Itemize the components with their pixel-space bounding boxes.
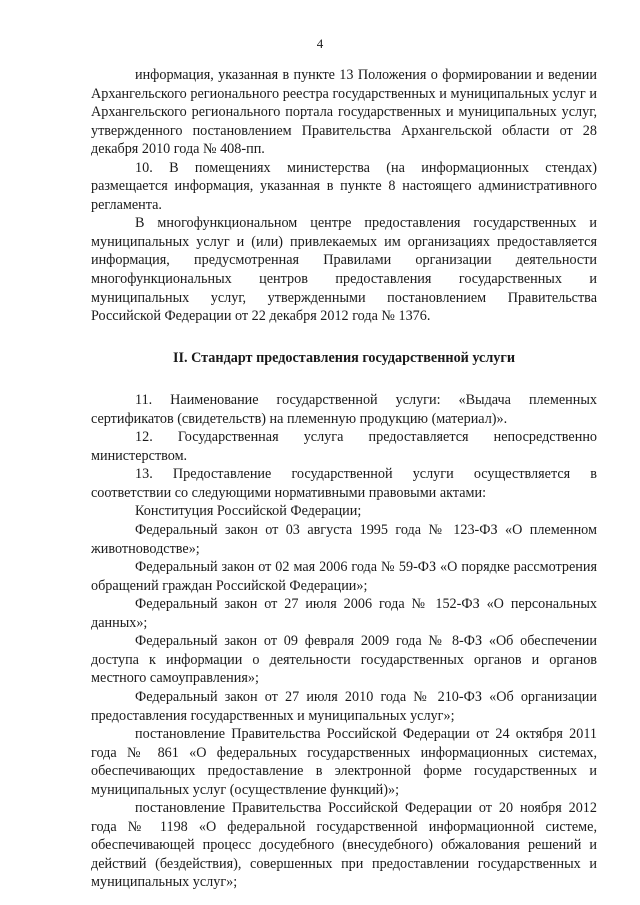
paragraph-info-registry: информация, указанная в пункте 13 Положения о формировании и ведении Архангельского регионального реестра государственных и муниципальных услуг и Архангельского регионального портала государственных и муниципальных услуг, утвержденного постановлением Правительства Архангельской области от 28 декабря 2010 года № 408-пп. — [91, 67, 597, 158]
list-item-resolution-861: постановление Правительства Российской Федерации от 24 октября 2011 года № 861 «О федеральных государственных информационных системах, обеспечивающих предоставление в электронной форме государственных и муниципальных услуг (осуществление функций)»; — [91, 726, 597, 798]
list-item-constitution: Конституция Российской Федерации; — [135, 503, 362, 520]
paragraph-mfc-info: В многофункциональном центре предоставления государственных и муниципальных услуг и (или) привлекаемых им организациях предоставляется информация, предусмотренная Правилами организации деятельности многофункциональных центров предоставления государственных и муниципальных услуг, утвержденными постановлением Правительства Российской Федерации от 22 декабря 2012 года № 1376. — [91, 215, 597, 325]
paragraph-13-legal-acts: 13. Предоставление государственной услуги осуществляется в соответствии со следующими нормативными правовыми актами: — [91, 466, 597, 501]
page-number: 4 — [316, 36, 324, 51]
document-body — [91, 66, 597, 892]
paragraph-10-info-stands: 10. В помещениях министерства (на информационных стендах) размещается информация, указанная в пункте 8 настоящего административного регламента. — [91, 159, 597, 213]
list-item-resolution-1198: постановление Правительства Российской Федерации от 20 ноября 2012 года № 1198 «О федеральной государственной информационной системе, обеспечивающей процесс досудебного (внесудебного) обжалования решений и действий (бездействия), совершенных при предоставлении государственных и муниципальных услуг»; — [91, 800, 597, 891]
section-heading: II. Стандарт предоставления государственной услуги — [172, 349, 516, 366]
list-item-law-123-fz: Федеральный закон от 03 августа 1995 года № 123-ФЗ «О племенном животноводстве»; — [91, 522, 597, 557]
paragraph-12-ministry: 12. Государственная услуга предоставляется непосредственно министерством. — [91, 429, 597, 464]
list-item-law-59-fz: Федеральный закон от 02 мая 2006 года № 59-ФЗ «О порядке рассмотрения обращений граждан Российской Федерации»; — [91, 559, 597, 594]
list-item-law-152-fz: Федеральный закон от 27 июля 2006 года № 152-ФЗ «О персональных данных»; — [91, 596, 597, 631]
list-item-law-8-fz: Федеральный закон от 09 февраля 2009 года № 8-ФЗ «Об обеспечении доступа к информации о деятельности государственных органов и органов местного самоуправления»; — [91, 633, 597, 687]
list-item-law-210-fz: Федеральный закон от 27 июля 2010 года № 210-ФЗ «Об организации предоставления государственных и муниципальных услуг»; — [91, 688, 597, 724]
paragraph-11-service-name: 11. Наименование государственной услуги: «Выдача племенных сертификатов (свидетельств) на племенную продукцию (материал)». — [91, 392, 597, 427]
